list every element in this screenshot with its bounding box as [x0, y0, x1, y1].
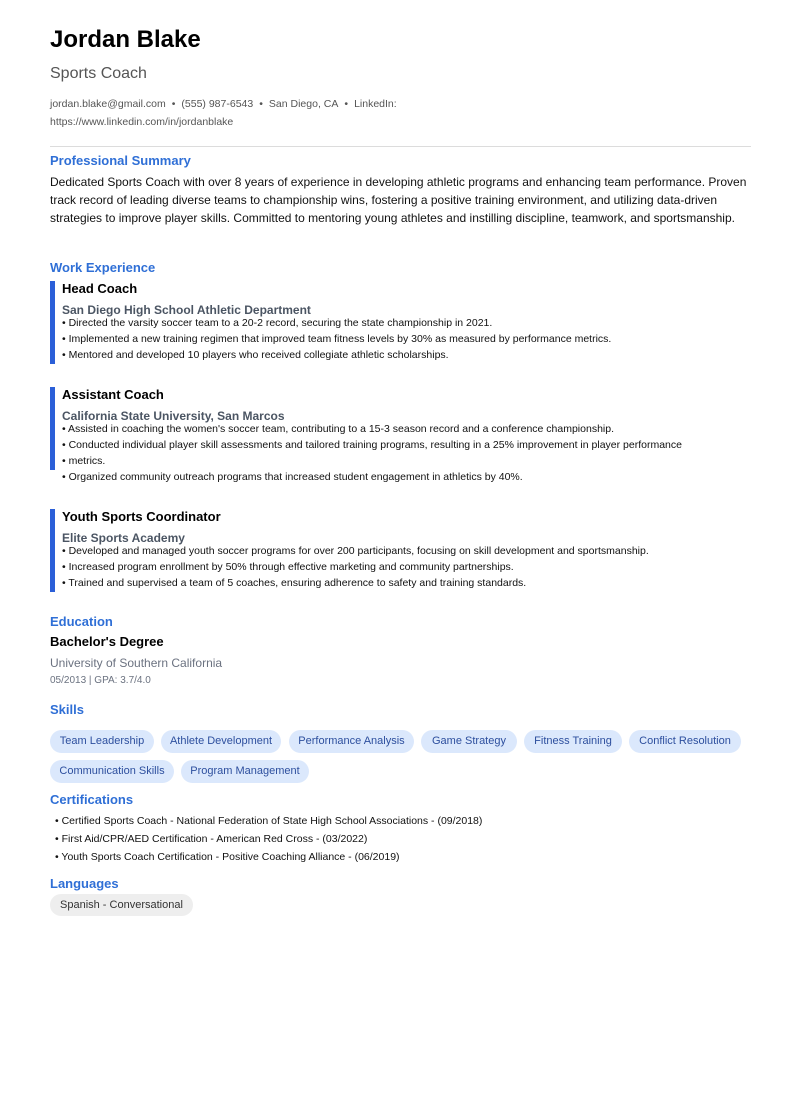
list-item: • Certified Sports Coach - National Federation of State High School Associations - (09/2018) [55, 815, 483, 827]
list-item: • Developed and managed youth soccer programs for over 200 participants, focusing on skill development and sportsmanship. [62, 545, 649, 557]
list-item: • Youth Sports Coach Certification - Positive Coaching Alliance - (06/2019) [55, 851, 400, 863]
summary-heading: Professional Summary [50, 153, 191, 168]
job-accent-bar [50, 509, 55, 592]
job-organization: Elite Sports Academy [62, 531, 185, 545]
skill-chip: Conflict Resolution [629, 730, 741, 753]
phone-number: (555) 987-6543 [181, 98, 254, 110]
education-heading: Education [50, 614, 113, 629]
experience-heading: Work Experience [50, 260, 156, 275]
skills-heading: Skills [50, 702, 84, 717]
job-entry [50, 281, 750, 371]
languages-heading: Languages [50, 876, 119, 891]
job-bullets [62, 543, 742, 591]
list-item: • Organized community outreach programs that increased student engagement in athletics by 40%. [62, 471, 523, 483]
job-title: Assistant Coach [62, 387, 164, 402]
skill-chip: Fitness Training [524, 730, 622, 753]
job-accent-bar [50, 281, 55, 364]
skill-chip: Performance Analysis [289, 730, 414, 753]
job-title: Head Coach [62, 281, 138, 296]
list-item: • Increased program enrollment by 50% through effective marketing and community partnerships. [62, 561, 514, 573]
list-item: • Mentored and developed 10 players who received collegiate athletic scholarships. [62, 349, 449, 361]
candidate-name: Jordan Blake [50, 26, 201, 53]
contact-separator: • [344, 98, 349, 110]
education-meta: 05/2013 | GPA: 3.7/4.0 [50, 675, 151, 686]
education-school: University of Southern California [50, 656, 223, 670]
language-chip: Spanish - Conversational [50, 894, 193, 916]
header-divider [50, 146, 751, 147]
job-entry [50, 387, 750, 493]
list-item: • Trained and supervised a team of 5 coaches, ensuring adherence to safety and training standards. [62, 577, 527, 589]
job-bullets [62, 421, 742, 485]
contact-info [50, 95, 430, 131]
job-organization: San Diego High School Athletic Department [62, 303, 311, 317]
job-entry [50, 509, 750, 599]
candidate-title: Sports Coach [50, 65, 147, 82]
email-link[interactable]: jordan.blake@gmail.com [50, 98, 166, 110]
list-item: • metrics. [62, 455, 106, 467]
skill-chip: Team Leadership [50, 730, 154, 753]
skill-chip: Athlete Development [161, 730, 281, 753]
certifications-heading: Certifications [50, 792, 134, 807]
list-item: • First Aid/CPR/AED Certification - American Red Cross - (03/2022) [55, 833, 368, 845]
linkedin-link[interactable]: https://www.linkedin.com/in/jordanblake [50, 116, 234, 128]
list-item: • Directed the varsity soccer team to a 20-2 record, securing the state championship in 2021. [62, 317, 493, 329]
contact-separator: • [259, 98, 263, 110]
list-item: • Conducted individual player skill assessments and tailored training programs, resulting in a 25% improvement in player performance [62, 439, 682, 451]
job-title: Youth Sports Coordinator [62, 509, 221, 524]
education-degree: Bachelor's Degree [50, 634, 164, 649]
linkedin-label: LinkedIn: [354, 98, 397, 110]
skill-chip: Communication Skills [50, 760, 174, 783]
skill-chip: Program Management [181, 760, 309, 783]
job-accent-bar [50, 387, 55, 470]
certifications-list [55, 812, 482, 866]
skill-chip: Game Strategy [421, 730, 517, 753]
location: San Diego, CA [268, 98, 339, 110]
job-bullets [62, 315, 742, 363]
summary-text: Dedicated Sports Coach with over 8 years of experience in developing athletic programs and enhancing team performance. Proven track record of leading diverse teams to championship wins, fostering a positive training environment, and utilizing data-driven strategies to improve player skills. Committed to mentoring young athletes and instilling discipline, teamwork, and sportsmanship. [50, 175, 747, 225]
list-item: • Implemented a new training regimen that improved team fitness levels by 30% as measured by performance metrics. [62, 333, 612, 345]
list-item: • Assisted in coaching the women's soccer team, contributing to a 15-3 season record and a conference championship. [62, 423, 614, 435]
contact-separator: • [171, 98, 176, 110]
job-organization: California State University, San Marcos [62, 409, 285, 423]
